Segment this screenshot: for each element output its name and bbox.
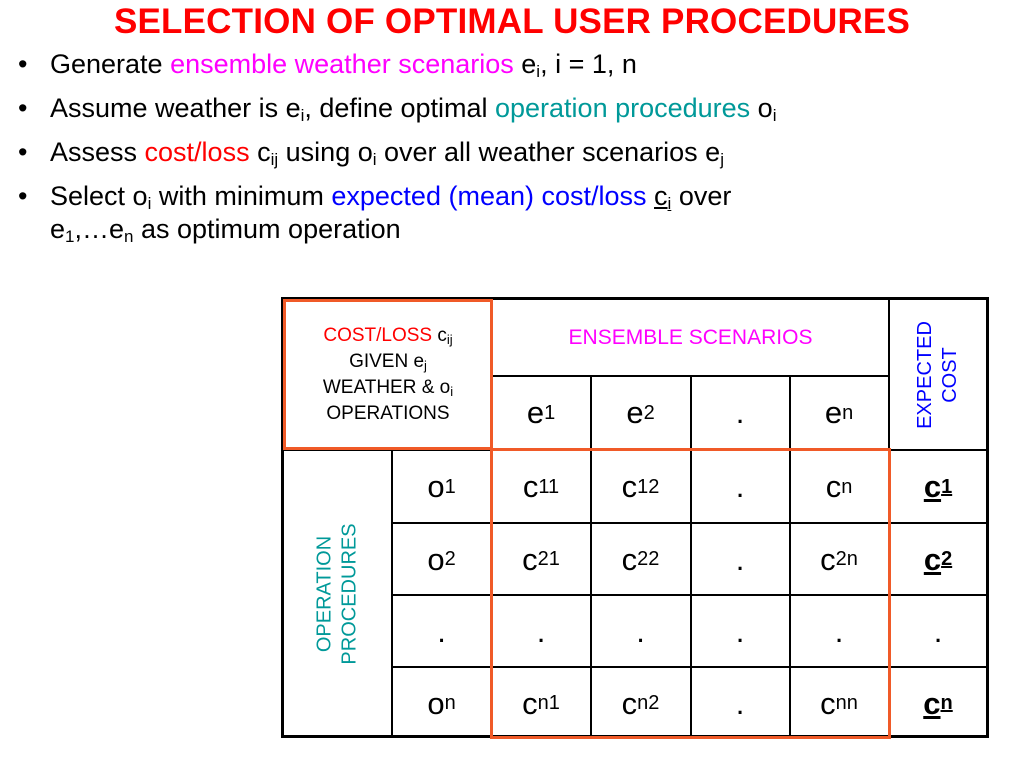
bullet-text: c (249, 137, 271, 167)
expected-cost-c2: c 2 (923, 541, 953, 577)
bullet-text: ,…e (74, 214, 125, 244)
subscript: n (124, 227, 134, 246)
cell-base: c (820, 685, 836, 721)
bullet-text: e (50, 214, 66, 244)
cell-base: . (735, 469, 745, 504)
ensemble-scenarios-header: ENSEMBLE SCENARIOS (568, 326, 813, 349)
bullet-text: o (750, 93, 773, 123)
operation-procedures-label (313, 523, 363, 664)
matrix-cell: c 12 (621, 469, 660, 504)
cell-base: c (522, 541, 538, 577)
bullet-text: Assess (50, 137, 145, 167)
c-bar-symbol: c (654, 181, 668, 211)
row-label-on: o n (427, 685, 456, 721)
cell-base: c (820, 541, 836, 577)
column-header-e2: e 2 (626, 395, 655, 430)
corner-text: WEATHER & o (322, 377, 451, 398)
bullet-text: with minimum (151, 181, 332, 211)
expected-cost-cn: c n (923, 685, 953, 721)
subscript: i (772, 106, 777, 125)
cell-base: c (825, 469, 842, 504)
cell-base: . (735, 541, 745, 577)
column-header-en: e n (824, 395, 854, 430)
cell-base: . (735, 685, 745, 721)
operation-procedures-header (284, 450, 391, 738)
subscript: i (450, 384, 454, 399)
cell-base: c (621, 685, 638, 721)
column-header-dots (691, 376, 789, 449)
bullet-text: using o (278, 137, 373, 167)
cell-base: c (522, 685, 538, 721)
bullet-text: Generate (50, 49, 171, 79)
bullet-generate (18, 48, 1018, 81)
cell-base: o (427, 685, 445, 721)
cost-loss-matrix (281, 297, 989, 738)
bullet-text: Assume weather is e (50, 93, 301, 123)
bullet-assess (18, 136, 1018, 169)
matrix-cell: c nn (820, 685, 858, 721)
cell-base: c (621, 469, 638, 504)
subscript: i (147, 194, 152, 213)
cell-base: . (834, 613, 844, 649)
expected-cost-dots (890, 596, 986, 666)
cell-base: o (427, 469, 445, 504)
cell-base: . (437, 613, 446, 649)
cell-base: . (536, 613, 546, 649)
cost-loss-label: COST/LOSS (323, 325, 433, 346)
cell-base: . (735, 613, 745, 649)
subscript: 1 (65, 227, 75, 246)
row-label-dots (392, 596, 491, 666)
cell-base: c (923, 469, 942, 504)
cell-base: e (526, 395, 545, 430)
matrix-cell: c 22 (621, 541, 660, 577)
bullet-text: over all weather scenarios e (376, 137, 721, 167)
matrix-cell: c 21 (522, 541, 560, 577)
matrix-cell: c 11 (522, 469, 560, 504)
cell-base: . (735, 395, 745, 430)
cell-base: . (933, 613, 943, 649)
term-ensemble-scenarios: ensemble weather scenarios (170, 49, 514, 79)
subscript: j (720, 150, 724, 169)
bullet-text: over (671, 181, 732, 211)
corner-text: c (432, 325, 447, 346)
subscript: ij (270, 150, 279, 169)
cost-cells-highlight-box (490, 448, 891, 739)
row-label-o2: o 2 (427, 541, 456, 577)
row-label-o1: o 1 (427, 469, 456, 504)
matrix-cell: c n1 (522, 685, 560, 721)
expected-cost-label (913, 321, 963, 429)
matrix-cell: c n2 (621, 685, 660, 721)
subscript: ij (446, 332, 453, 347)
bullet-text: , i = 1, n (540, 49, 637, 79)
cell-base: c (522, 469, 539, 504)
header-line: EXPECTED (913, 320, 936, 429)
header-line: OPERATION (313, 535, 336, 653)
subscript: i (667, 194, 672, 213)
expected-cost-header (889, 300, 986, 449)
term-cost-loss: cost/loss (144, 137, 250, 167)
bullet-text (647, 181, 655, 211)
bullet-text: , define optimal (304, 93, 495, 123)
cell-base: e (626, 395, 644, 430)
cell-base: o (427, 541, 445, 577)
bullet-assume (18, 92, 1018, 125)
cell-base: e (824, 395, 843, 430)
corner-text: OPERATIONS (326, 403, 450, 424)
subscript: i (300, 106, 305, 125)
matrix-cell: c n (825, 469, 853, 504)
column-header-e1: e 1 (526, 395, 556, 430)
header-line: PROCEDURES (338, 523, 361, 665)
bullet-text: Select o (50, 181, 148, 211)
expected-cost-c1: c 1 (923, 469, 953, 504)
slide-title: SELECTION OF OPTIMAL USER PROCEDURES (113, 2, 911, 41)
bullet-text: as optimum operation (133, 214, 401, 244)
corner-highlight-box (283, 299, 493, 450)
subscript: i (536, 62, 541, 81)
cell-base: c (923, 685, 941, 721)
cell-base: c (923, 541, 942, 577)
term-expected-cost-loss: expected (mean) cost/loss (331, 181, 647, 211)
matrix-cell: c 2n (820, 541, 858, 577)
cell-base: c (621, 541, 638, 577)
header-line: COST (938, 346, 961, 403)
term-operation-procedures: operation procedures (495, 93, 751, 123)
bullet-text: e (513, 49, 537, 79)
subscript: i (372, 150, 377, 169)
cell-base: . (636, 613, 645, 649)
corner-text: GIVEN e (349, 351, 425, 372)
subscript: j (424, 358, 427, 373)
bullet-select (18, 180, 1018, 246)
bullet-list (18, 48, 1018, 257)
